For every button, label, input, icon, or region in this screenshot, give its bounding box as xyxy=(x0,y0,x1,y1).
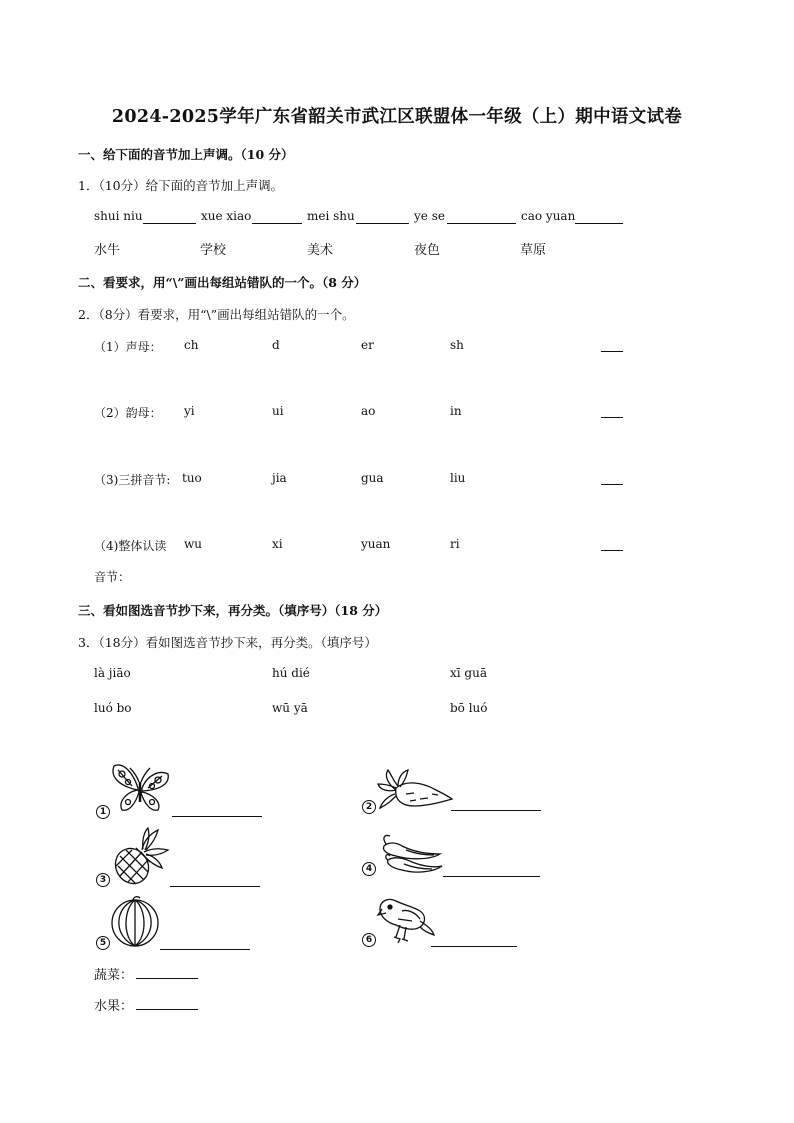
row-4-label: （4)整体认读 xyxy=(94,539,167,553)
section-2-heading: 二、看要求，用“\”画出每组站错队的一个。（8 分） xyxy=(78,275,367,290)
row-2-item-3[interactable]: ao xyxy=(361,404,376,418)
row-2-label: （2）韵母： xyxy=(94,406,162,420)
row-2-item-2[interactable]: ui xyxy=(272,404,284,418)
word-2: 学校 xyxy=(200,243,227,258)
tone-blank-2[interactable] xyxy=(252,223,302,224)
pinyin-5: cao yuan xyxy=(521,209,576,223)
word-4: 夜色 xyxy=(414,243,441,258)
tone-blank-5[interactable] xyxy=(575,223,623,224)
page-title: 2024-2025学年广东省韶关市武江区联盟体一年级（上）期中语文试卷 xyxy=(111,107,683,127)
section-3-heading: 三、看如图选音节抄下来，再分类。（填序号）（18 分） xyxy=(78,603,388,618)
chili-pepper-icon xyxy=(376,834,446,874)
crow-icon xyxy=(378,895,436,945)
fruits-answer-blank[interactable] xyxy=(136,1009,198,1010)
vegetables-label: 蔬菜： xyxy=(94,968,134,983)
row-4-item-1[interactable]: wu xyxy=(184,537,202,551)
pinyin-2: xue xiao xyxy=(201,209,252,223)
section-1-heading: 一、给下面的音节加上声调。（10 分） xyxy=(78,147,294,162)
row-3-label: （3)三拼音节: xyxy=(94,473,171,487)
picture-number-4: 4 xyxy=(362,862,376,876)
question-2: 2．（8分）看要求，用“\”画出每组站错队的一个。 xyxy=(78,307,355,322)
fruits-label: 水果： xyxy=(94,999,134,1014)
picture-number-5: 5 xyxy=(96,936,110,950)
vegetables-answer-blank[interactable] xyxy=(136,978,198,979)
row-1-item-4[interactable]: sh xyxy=(450,338,464,352)
picture-number-1: 1 xyxy=(96,805,110,819)
picture-number-2: 2 xyxy=(362,800,376,814)
syllable-luobo: luó bo xyxy=(94,701,132,715)
tone-blank-1[interactable] xyxy=(143,223,196,224)
row-3-item-2[interactable]: jia xyxy=(272,471,287,485)
row-3-item-1[interactable]: tuo xyxy=(182,471,202,485)
row-4-item-2[interactable]: xi xyxy=(272,537,283,551)
row-2-answer-blank[interactable] xyxy=(601,417,623,418)
pinyin-1: shui niu xyxy=(94,209,143,223)
row-1-item-2[interactable]: d xyxy=(272,338,280,352)
syllable-wuya: wū yā xyxy=(272,701,308,715)
picture-number-6: 6 xyxy=(362,933,376,947)
row-4-answer-blank[interactable] xyxy=(601,550,623,551)
pinyin-3: mei shu xyxy=(307,209,355,223)
row-2-item-4[interactable]: in xyxy=(450,404,462,418)
picture-6-answer-blank[interactable] xyxy=(431,946,517,947)
row-1-answer-blank[interactable] xyxy=(601,351,623,352)
syllable-boluo: bō luó xyxy=(450,701,488,715)
syllable-hudie: hú dié xyxy=(272,666,310,680)
row-3-item-4[interactable]: liu xyxy=(450,471,466,485)
butterfly-icon xyxy=(108,760,172,816)
row-3-item-3[interactable]: gua xyxy=(361,471,384,485)
question-3: 3．（18分）看如图选音节抄下来，再分类。（填序号） xyxy=(78,635,377,650)
word-1: 水牛 xyxy=(94,243,121,258)
pinyin-4: ye se xyxy=(414,209,445,223)
tone-blank-4[interactable] xyxy=(447,223,516,224)
picture-3-answer-blank[interactable] xyxy=(170,886,260,887)
tone-blank-3[interactable] xyxy=(356,223,409,224)
picture-5-answer-blank[interactable] xyxy=(160,949,250,950)
row-4-label-tail: 音节： xyxy=(94,570,131,584)
syllable-lajiao: là jiāo xyxy=(94,666,131,680)
row-3-answer-blank[interactable] xyxy=(601,484,623,485)
row-1-item-3[interactable]: er xyxy=(361,338,374,352)
row-2-item-1[interactable]: yi xyxy=(184,404,195,418)
picture-1-answer-blank[interactable] xyxy=(172,816,262,817)
word-3: 美术 xyxy=(307,243,334,258)
row-4-item-3[interactable]: yuan xyxy=(361,537,391,551)
picture-number-3: 3 xyxy=(96,873,110,887)
picture-2-answer-blank[interactable] xyxy=(451,810,541,811)
watermelon-icon xyxy=(110,896,162,948)
row-1-label: （1）声母： xyxy=(94,340,162,354)
picture-4-answer-blank[interactable] xyxy=(443,876,540,877)
question-1: 1．（10分）给下面的音节加上声调。 xyxy=(78,178,284,193)
row-1-item-1[interactable]: ch xyxy=(184,338,199,352)
syllable-xigua: xī guā xyxy=(450,666,487,680)
word-5: 草原 xyxy=(520,243,547,258)
carrot-icon xyxy=(376,768,454,810)
pineapple-icon xyxy=(110,826,170,886)
row-4-item-4[interactable]: ri xyxy=(450,537,460,551)
